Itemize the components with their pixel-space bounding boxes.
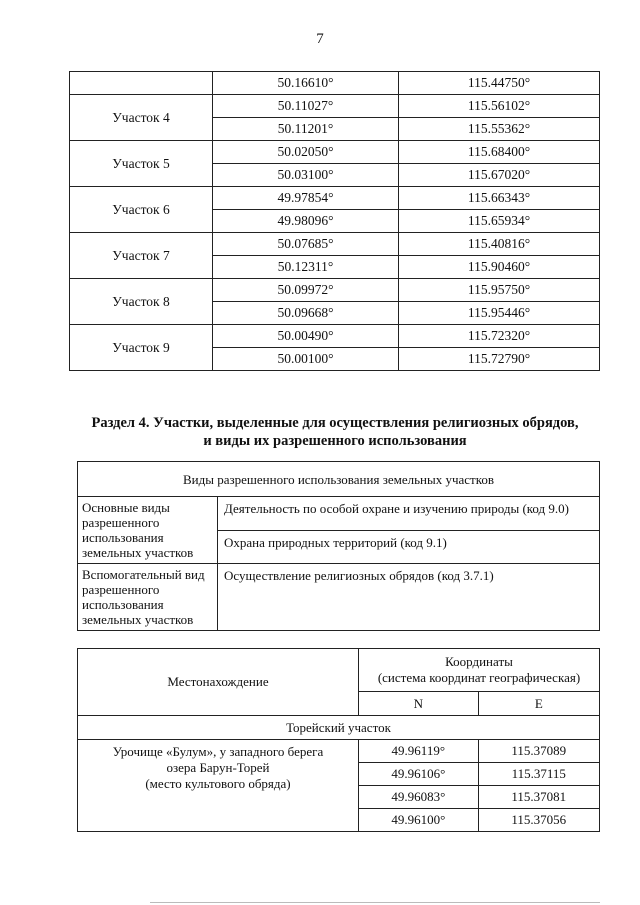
longitude-cell: 115.44750°: [399, 72, 600, 95]
latitude-cell: 50.16610°: [213, 72, 399, 95]
land-use-header: Виды разрешенного использования земельных участков: [78, 462, 600, 497]
latitude-cell: 50.12311°: [213, 256, 399, 279]
longitude-cell: 115.68400°: [399, 141, 600, 164]
longitude-cell: 115.72790°: [399, 348, 600, 371]
longitude-cell: 115.65934°: [399, 210, 600, 233]
coordinate-row: [70, 279, 600, 302]
point-e: 115.37089: [478, 740, 599, 763]
longitude-cell: 115.95750°: [399, 279, 600, 302]
coordinates-header-line-2: (система координат географическая): [377, 670, 581, 685]
latitude-cell: 50.09972°: [213, 279, 399, 302]
n-column-header: N: [359, 692, 479, 716]
longitude-cell: 115.56102°: [399, 95, 600, 118]
latitude-cell: 50.03100°: [213, 164, 399, 187]
latitude-cell: 50.11027°: [213, 95, 399, 118]
latitude-cell: 49.98096°: [213, 210, 399, 233]
aux-use-item: Осуществление религиозных обрядов (код 3.7.1): [218, 564, 600, 631]
longitude-cell: 115.72320°: [399, 325, 600, 348]
coordinates-column-header: [359, 649, 600, 692]
point-e: 115.37115: [478, 763, 599, 786]
latitude-cell: 50.11201°: [213, 118, 399, 141]
longitude-cell: 115.67020°: [399, 164, 600, 187]
section-heading: [70, 414, 600, 450]
coordinate-row: [70, 233, 600, 256]
point-n: 49.96106°: [359, 763, 479, 786]
main-use-item: Деятельность по особой охране и изучению природы (код 9.0): [218, 497, 600, 531]
section-title-line-1: Раздел 4. Участки, выделенные для осуществления религиозных обрядов,: [91, 415, 579, 431]
location-column-header: Местонахождение: [78, 649, 359, 716]
plot-name: Участок 6: [70, 187, 213, 233]
point-e: 115.37056: [478, 809, 599, 832]
place-line-1: Урочище «Булум», у западного берега: [112, 744, 324, 759]
e-column-header: E: [478, 692, 599, 716]
place-line-3: (место культового обряда): [145, 776, 291, 791]
section-title-line-2: и виды их разрешенного использования: [203, 433, 467, 449]
place-line-2: озера Барун-Торей: [166, 760, 270, 775]
plot-name: Участок 8: [70, 279, 213, 325]
place-description: [78, 740, 359, 832]
plot-name: Участок 7: [70, 233, 213, 279]
longitude-cell: 115.90460°: [399, 256, 600, 279]
latitude-cell: 50.00490°: [213, 325, 399, 348]
point-e: 115.37081: [478, 786, 599, 809]
longitude-cell: 115.95446°: [399, 302, 600, 325]
scan-edge-line: [150, 902, 600, 903]
coordinate-row: [70, 325, 600, 348]
latitude-cell: 50.09668°: [213, 302, 399, 325]
location-table: [77, 648, 600, 832]
land-use-table: [77, 461, 600, 631]
plot-name: Участок 9: [70, 325, 213, 371]
point-n: 49.96100°: [359, 809, 479, 832]
longitude-cell: 115.40816°: [399, 233, 600, 256]
longitude-cell: 115.55362°: [399, 118, 600, 141]
coordinates-header-line-1: Координаты: [445, 654, 513, 669]
plot-name: Участок 5: [70, 141, 213, 187]
coordinates-table: [69, 71, 600, 371]
point-n: 49.96119°: [359, 740, 479, 763]
latitude-cell: 50.00100°: [213, 348, 399, 371]
group-title: Торейский участок: [78, 716, 600, 740]
plot-name: [70, 72, 213, 95]
longitude-cell: 115.66343°: [399, 187, 600, 210]
plot-name: Участок 4: [70, 95, 213, 141]
coordinate-row: [70, 141, 600, 164]
coordinate-row: [70, 72, 600, 95]
latitude-cell: 50.07685°: [213, 233, 399, 256]
page-number: 7: [316, 31, 324, 47]
latitude-cell: 50.02050°: [213, 141, 399, 164]
coordinate-row: [70, 187, 600, 210]
coordinate-row: [70, 95, 600, 118]
main-use-label: Основные виды разрешенного использования земельных участков: [78, 497, 218, 564]
point-n: 49.96083°: [359, 786, 479, 809]
latitude-cell: 49.97854°: [213, 187, 399, 210]
main-use-item: Охрана природных территорий (код 9.1): [218, 530, 600, 564]
aux-use-label: Вспомогательный вид разрешенного использования земельных участков: [78, 564, 218, 631]
